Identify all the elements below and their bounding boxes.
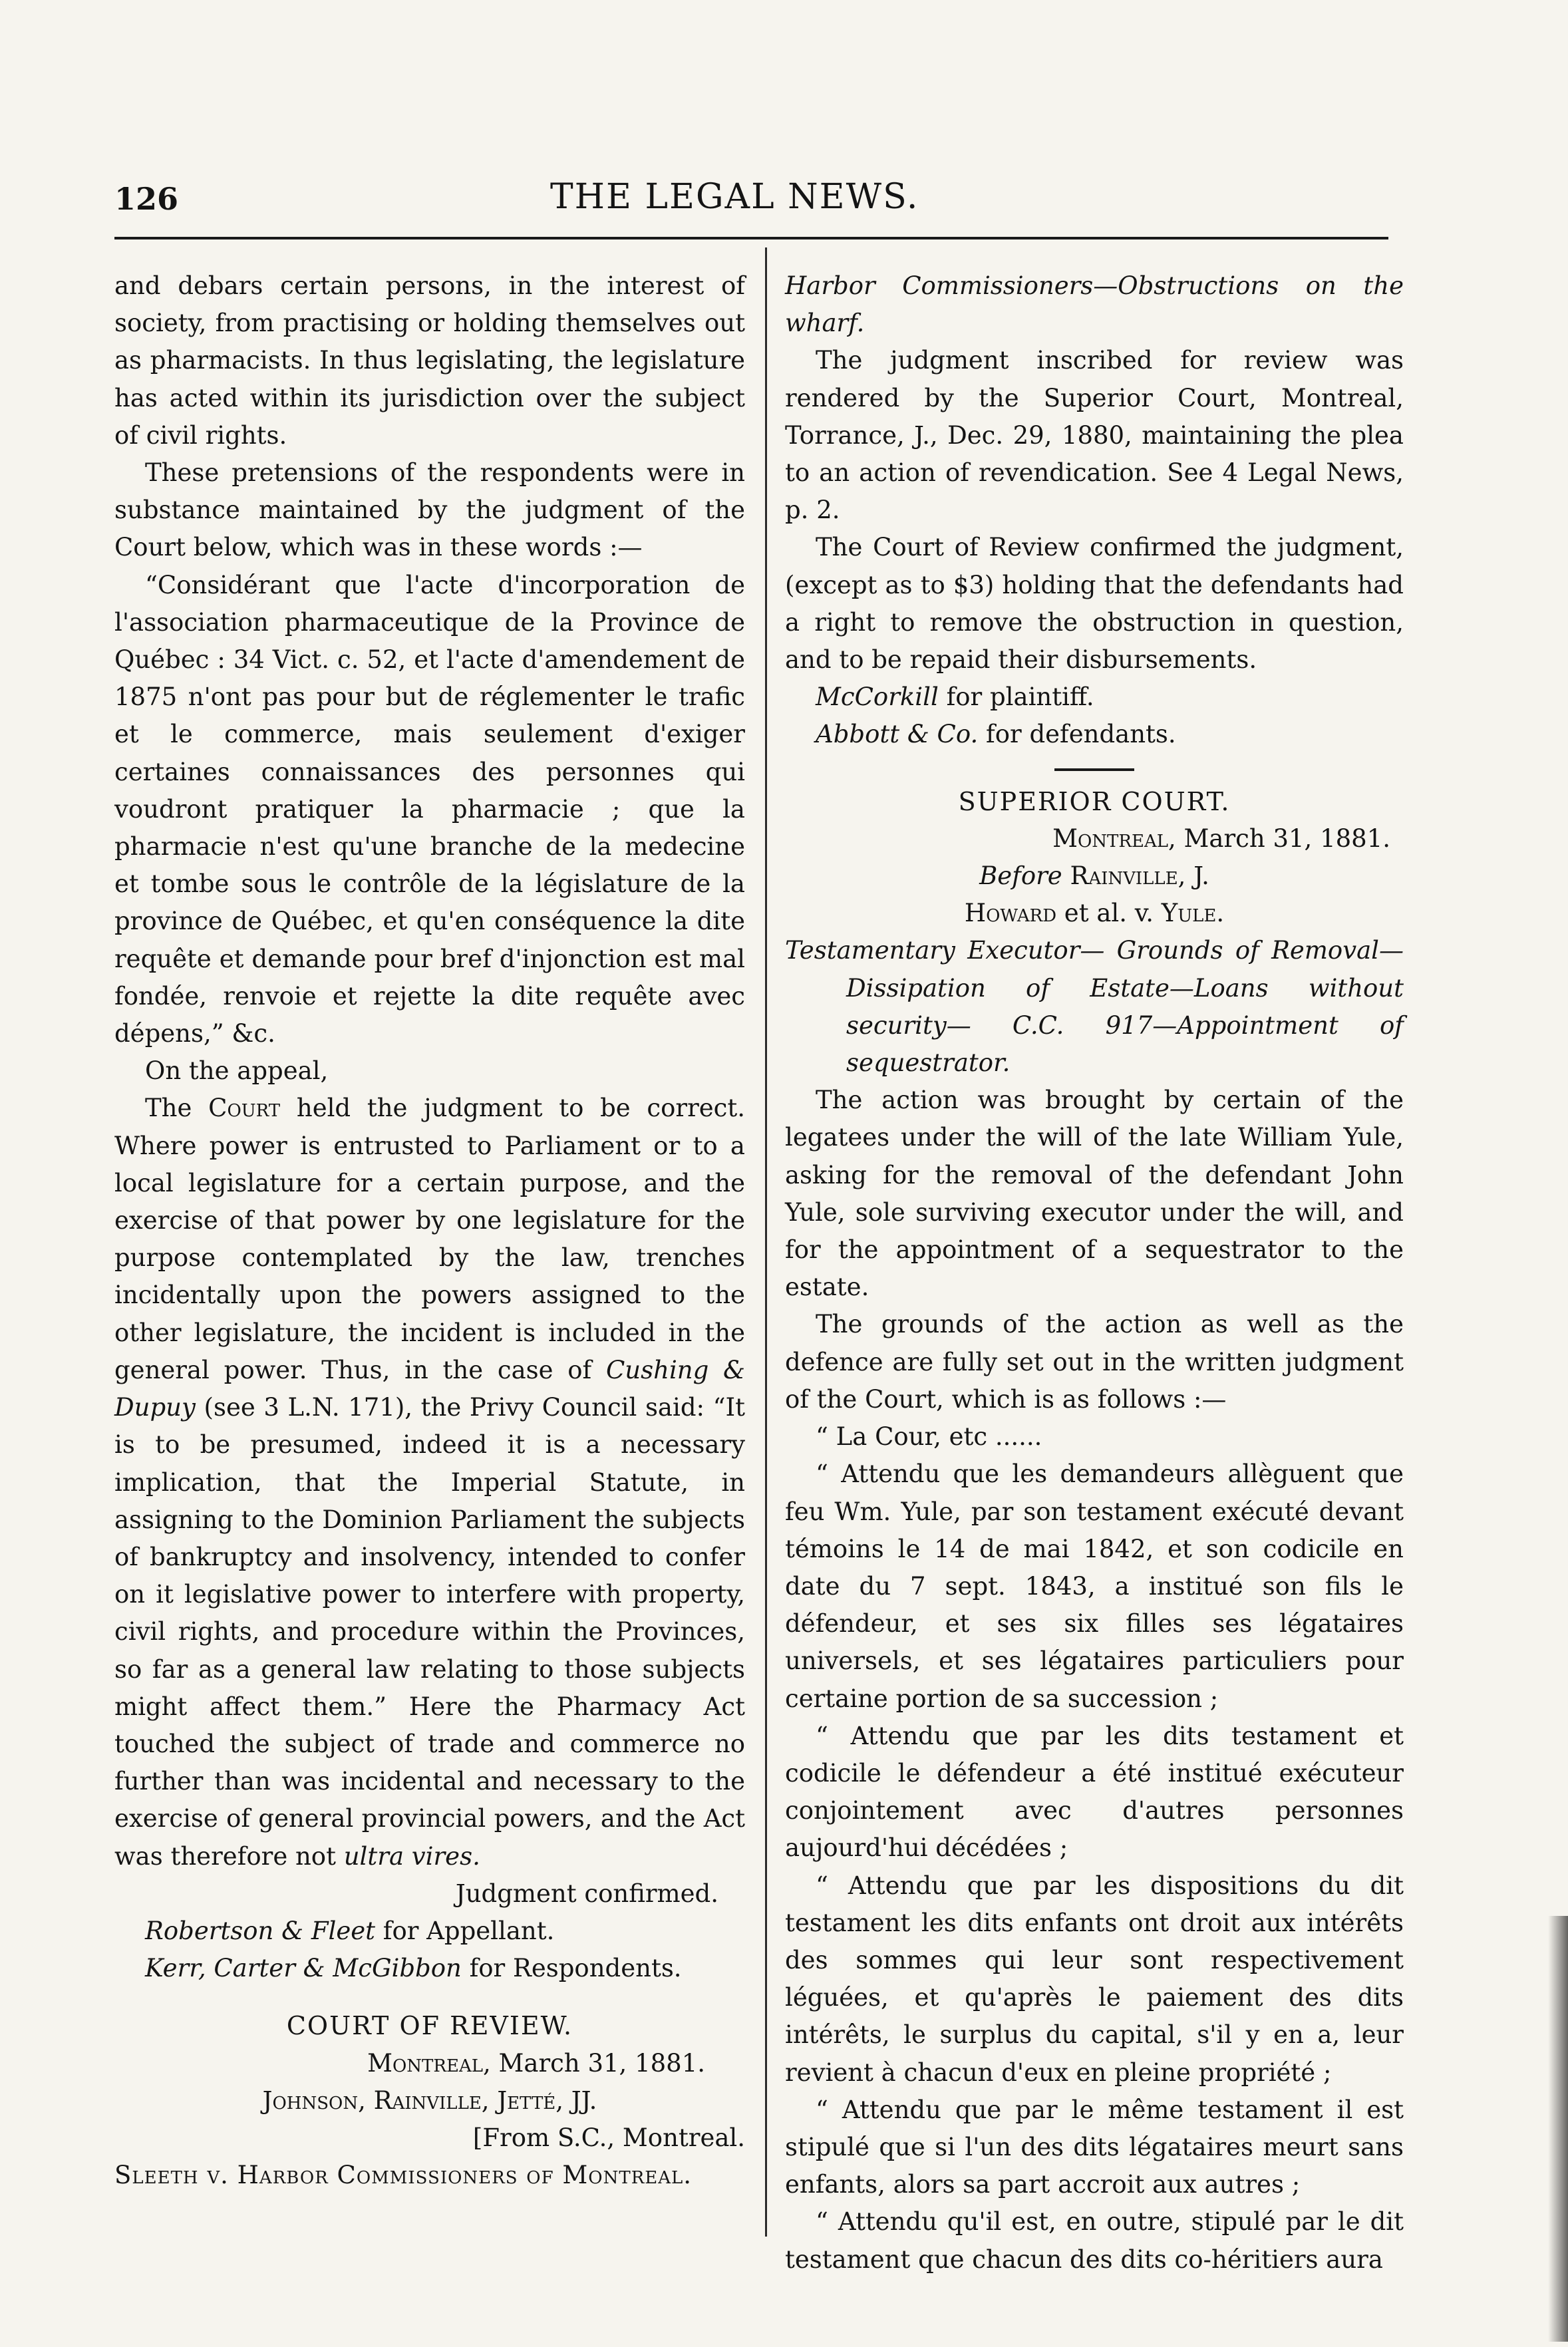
court-heading: COURT OF REVIEW.	[286, 2011, 573, 2041]
scan-edge-shadow	[1548, 1916, 1568, 2342]
dateline	[785, 820, 1404, 858]
judge-name: Rainville, J.	[1062, 861, 1209, 891]
quoted-judgment: “Considérant que l'acte d'incorporation de l'association pharmaceutique de la Province de Québec : 34 Vict. c. 52, et l'acte d'amendement de 1875 n'ont pas pour but de réglementer le trafic et le commerce, mais seulement d'exiger certaines connaissances des personnes qui voudront pratiquer la pharmacie ; que la pharmacie n'est qu'une branche de la medecine et tombe sous le contrôle de la législature de la province de Québec, et qu'en conséquence la dite requête et demande pour bref d'injonction est mal fondée, renvoie et rejette la dite requête avec dépens,” &c.	[114, 570, 745, 1048]
counsel-line	[785, 716, 1404, 753]
counsel-line	[114, 1950, 745, 1987]
text-run: et al. v.	[1056, 899, 1162, 928]
text-run: ultra vires.	[343, 1841, 480, 1871]
counsel-line	[114, 1913, 745, 1950]
section-rule	[1054, 768, 1134, 771]
case-title	[785, 895, 1404, 932]
case-citation: Cushing & Dupuy	[114, 1355, 745, 1422]
column-divider	[765, 247, 767, 2237]
paragraph: The action was brought by certain of the legatees under the will of the late William Yule, asking for the removal of the defendant John Yule, sole surviving executor under the will, and for the appointment of a sequestrator to the estate.	[785, 1086, 1404, 1302]
page-header	[114, 174, 1392, 228]
court-heading: SUPERIOR COURT.	[958, 786, 1231, 816]
counsel-names: Kerr, Carter & McGibbon	[145, 1954, 462, 1983]
paragraph: On the appeal,	[145, 1056, 329, 1086]
date: March 31, 1881.	[490, 2048, 705, 2078]
counsel-role: for defendants.	[978, 720, 1176, 749]
before-line	[785, 858, 1404, 895]
counsel-names: Abbott & Co.	[816, 720, 979, 749]
counsel-role: for plaintiff.	[938, 683, 1094, 712]
paragraph: “ Attendu qu'il est, en outre, stipulé par le dit testament que chacun des dits co-héritiers aura	[785, 2207, 1404, 2274]
paragraph: These pretensions of the respondents were in substance maintained by the judgment of the Court below, which was in these words :—	[114, 458, 745, 562]
paragraph: and debars certain persons, in the interest of society, from practising or holding themselves out as pharmacists. In thus legislating, the legislature has acted within its jurisdiction over the subject of civil rights.	[114, 271, 745, 450]
court-holding	[114, 1090, 745, 1875]
case-subject: Harbor Commissioners—Obstructions on the wharf.	[785, 271, 1404, 338]
place: Montreal,	[1052, 824, 1176, 853]
header-rule	[114, 237, 1388, 239]
left-column	[114, 267, 745, 2194]
counsel-line	[785, 679, 1404, 716]
party: Yule.	[1161, 899, 1225, 928]
text-run: held the judgment to be correct. Where power is entrusted to Parliament or to a local legislature for a certain purpose, and the exercise of that power by one legislature for the purpose contemplated by the law, trenches incidentally upon the powers assigned to the other legislature, the incident is included in the general power. Thus, in the case of	[114, 1094, 746, 1384]
paragraph: The grounds of the action as well as the defence are fully set out in the written judgment of the Court, which is as follows :—	[785, 1310, 1404, 1414]
counsel-names: McCorkill	[816, 683, 939, 712]
dateline	[114, 2045, 745, 2082]
counsel-role: for Respondents.	[461, 1954, 682, 1983]
text-run: (see 3 L.N. 171), the Privy Council said: “It is to be presumed, indeed it is a necessary implication, that the Imperial Statute, in assigning to the Dominion Parliament the subjects of bankruptcy and insolvency, intended to confer on it legislative power to interfere with property, civil rights, and procedure within the Provinces, so far as a general law relating to those subjects might affect them.” Here the Pharmacy Act touched the subject of trade and commerce no further than was incidental and necessary to the exercise of general provincial powers, and the Act was therefore not	[114, 1393, 745, 1871]
paragraph: “ Attendu que par les dits testament et codicile le défendeur a été institué exécuteur conjointement avec d'autres personnes aujourd'hui décédées ;	[785, 1721, 1404, 1863]
paragraph: “ Attendu que par les dispositions du dit testament les dits enfants ont droit aux intérêts des sommes qui leur sont respectivement léguées, et qu'après le paiement des dits intérêts, le surplus du capital, s'il y en a, leur revient à chacun d'eux en pleine propriété ;	[785, 1871, 1404, 2087]
page-number: 126	[114, 181, 179, 217]
running-title: THE LEGAL NEWS.	[550, 177, 919, 217]
counsel-names: Robertson & Fleet	[145, 1916, 375, 1945]
text-run: Court	[208, 1094, 281, 1123]
text-run: The	[145, 1094, 209, 1123]
place: Montreal,	[367, 2048, 491, 2078]
judges-line: Johnson, Rainville, Jetté, JJ.	[262, 2086, 597, 2115]
judgment-line: Judgment confirmed.	[455, 1879, 718, 1908]
counsel-role: for Appellant.	[375, 1916, 555, 1945]
paragraph: The Court of Review confirmed the judgment, (except as to $3) holding that the defendants had a right to remove the obstruction in question, and to be repaid their disbursements.	[785, 533, 1404, 675]
text-run: Before	[979, 861, 1062, 891]
headnote: Testamentary Executor— Grounds of Removal— Dissipation of Estate—Loans without security— C.C. 917—Appointment of sequestrator.	[785, 936, 1404, 1078]
paragraph: The judgment inscribed for review was rendered by the Superior Court, Montreal, Torrance, J., Dec. 29, 1880, maintaining the plea to an action of revendication. See 4 Legal News, p. 2.	[785, 346, 1404, 525]
paragraph: “ Attendu que les demandeurs allèguent que feu Wm. Yule, par son testament exécuté devant témoins le 14 de mai 1842, et son codicile en date du 7 sept. 1843, a institué son fils le défendeur, et ses six filles ses légataires universels, et ses légataires particuliers pour certaine portion de sa succession ;	[785, 1460, 1404, 1713]
case-title: Sleeth v. Harbor Commissioners of Montreal.	[114, 2161, 693, 2190]
source-note: [From S.C., Montreal.	[472, 2123, 745, 2152]
right-column	[785, 267, 1404, 2278]
party: Howard	[964, 899, 1057, 928]
paragraph: “ La Cour, etc ......	[816, 1422, 1042, 1452]
date: March 31, 1881.	[1176, 824, 1390, 853]
paragraph: “ Attendu que par le même testament il est stipulé que si l'un des dits légataires meurt sans enfants, alors sa part accroit aux autres ;	[785, 2095, 1404, 2199]
